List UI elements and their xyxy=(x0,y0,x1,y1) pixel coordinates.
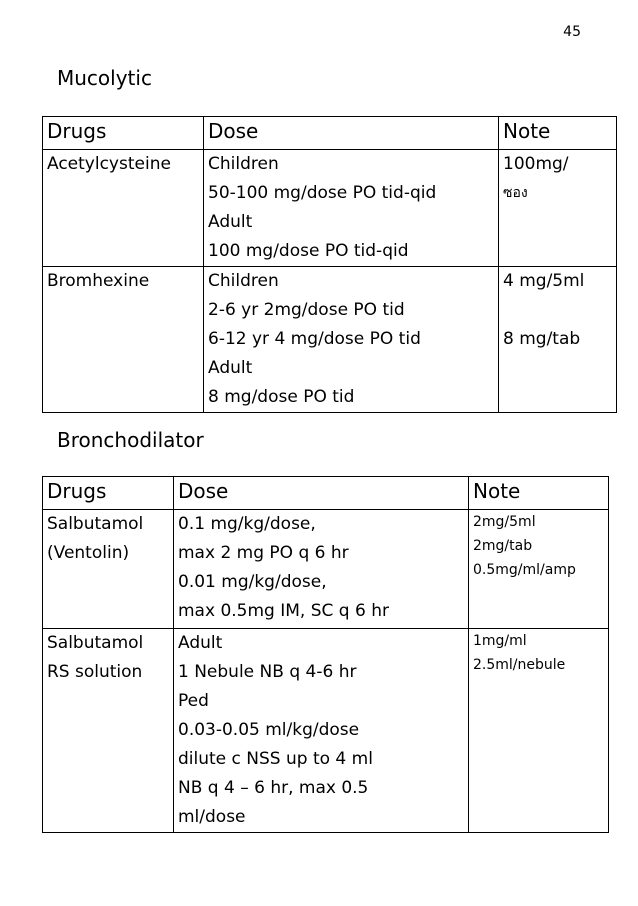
dose-cell xyxy=(174,510,469,629)
note-line: 1mg/ml xyxy=(473,633,527,649)
note-line: 100mg/ xyxy=(503,154,569,174)
dose-cell xyxy=(174,629,469,833)
dose-line: Adult xyxy=(208,212,253,232)
header-note: Note xyxy=(469,477,609,510)
dose-line: dilute c NSS up to 4 ml xyxy=(178,749,373,769)
dose-line: 1 Nebule NB q 4-6 hr xyxy=(178,662,357,682)
dose-line: Adult xyxy=(178,633,223,653)
dose-line: 50-100 mg/dose PO tid-qid xyxy=(208,183,437,203)
section-title-bronchodilator: Bronchodilator xyxy=(57,428,204,452)
note-cell xyxy=(499,267,617,413)
dose-cell xyxy=(204,267,499,413)
dose-line: 0.01 mg/kg/dose, xyxy=(178,572,327,592)
header-drugs: Drugs xyxy=(43,117,204,150)
drug-name: Acetylcysteine xyxy=(47,154,171,174)
table-row xyxy=(43,150,617,267)
drug-name: RS solution xyxy=(47,662,143,682)
drug-name: Bromhexine xyxy=(47,271,150,291)
header-note: Note xyxy=(499,117,617,150)
dose-line: Ped xyxy=(178,691,209,711)
mucolytic-table xyxy=(42,116,617,413)
table-row xyxy=(43,267,617,413)
drug-name: Salbutamol xyxy=(47,633,144,653)
header-drugs: Drugs xyxy=(43,477,174,510)
dose-line: 2-6 yr 2mg/dose PO tid xyxy=(208,300,405,320)
dose-line: 0.03-0.05 ml/kg/dose xyxy=(178,720,360,740)
note-line: 2mg/tab xyxy=(473,538,533,554)
dose-line: 0.1 mg/kg/dose, xyxy=(178,514,316,534)
section-title-mucolytic: Mucolytic xyxy=(57,66,152,90)
dose-line: Children xyxy=(208,271,279,291)
drug-cell xyxy=(43,150,204,267)
note-cell xyxy=(499,150,617,267)
note-line: 0.5mg/ml/amp xyxy=(473,562,576,578)
dose-cell xyxy=(204,150,499,267)
dose-line: Adult xyxy=(208,358,253,378)
note-cell xyxy=(469,629,609,833)
dose-line: 8 mg/dose PO tid xyxy=(208,387,355,407)
page-number: 45 xyxy=(563,24,581,40)
drug-cell xyxy=(43,267,204,413)
dose-line: Children xyxy=(208,154,279,174)
table-header-row xyxy=(43,117,617,150)
note-line: ซอง xyxy=(503,185,528,201)
header-dose: Dose xyxy=(204,117,499,150)
note-line: 8 mg/tab xyxy=(503,329,581,349)
bronchodilator-table xyxy=(42,476,609,833)
drug-name: Salbutamol xyxy=(47,514,144,534)
header-dose: Dose xyxy=(174,477,469,510)
table-row xyxy=(43,629,609,833)
drug-name: (Ventolin) xyxy=(47,543,130,563)
drug-cell xyxy=(43,510,174,629)
note-line: 2.5ml/nebule xyxy=(473,657,566,673)
dose-line: NB q 4 – 6 hr, max 0.5 xyxy=(178,778,369,798)
table-row xyxy=(43,510,609,629)
dose-line: max 0.5mg IM, SC q 6 hr xyxy=(178,601,389,621)
note-line xyxy=(503,296,612,325)
table-header-row xyxy=(43,477,609,510)
dose-line: ml/dose xyxy=(178,807,246,827)
note-cell xyxy=(469,510,609,629)
note-line: 4 mg/5ml xyxy=(503,271,585,291)
drug-cell xyxy=(43,629,174,833)
dose-line: max 2 mg PO q 6 hr xyxy=(178,543,349,563)
dose-line: 100 mg/dose PO tid-qid xyxy=(208,241,409,261)
dose-line: 6-12 yr 4 mg/dose PO tid xyxy=(208,329,421,349)
note-line: 2mg/5ml xyxy=(473,514,536,530)
